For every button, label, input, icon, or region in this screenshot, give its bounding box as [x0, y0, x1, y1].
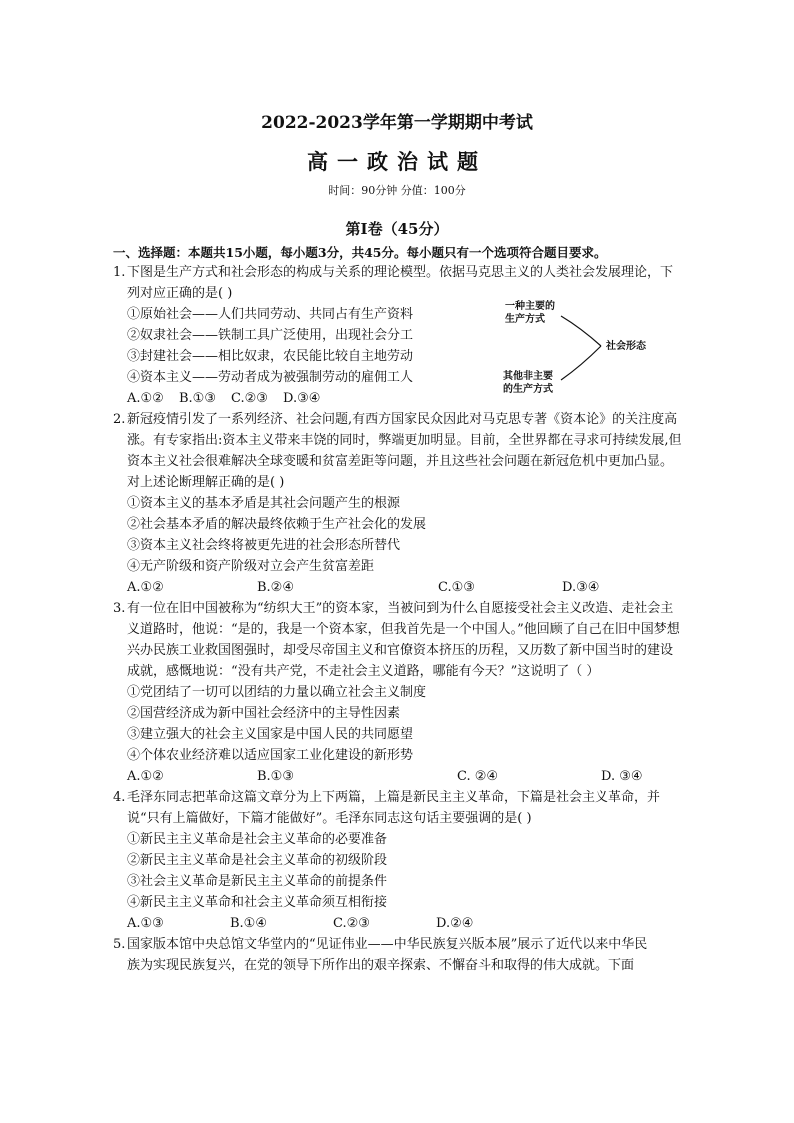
diagram-other-modes: 其他非主要 的生产方式	[503, 371, 553, 395]
choice-a: A.①③	[127, 916, 164, 931]
option-1: ①原始社会——人们共同劳动、共同占有生产资料	[127, 307, 414, 322]
option-1: ①资本主义的基本矛盾是其社会问题产生的根源	[127, 496, 401, 511]
choice-b: B.②④	[257, 580, 294, 595]
choice-b: B.①④	[230, 916, 267, 931]
option-4: ④资本主义——劳动者成为被强制劳动的雇佣工人	[127, 370, 414, 385]
question-number: 2.	[113, 412, 126, 427]
choice-c: C.②③	[333, 916, 370, 931]
option-2: ②新民主主义革命是社会主义革命的初级阶段	[127, 853, 388, 868]
question-number: 5.	[113, 937, 126, 952]
question-number: 3.	[113, 601, 126, 616]
option-3: ③资本主义社会终将被更先进的社会形态所替代	[127, 538, 401, 553]
choice-a: A.①②	[127, 391, 164, 406]
option-2: ②奴隶社会——铁制工具广泛使用，出现社会分工	[127, 328, 414, 343]
social-formation-diagram	[491, 296, 671, 396]
option-3: ③封建社会——相比奴隶，农民能比较自主地劳动	[127, 349, 414, 364]
question-stem	[113, 409, 685, 493]
question-stem	[113, 598, 685, 682]
question-1	[113, 262, 685, 409]
subject-title: 高一政治试题	[307, 149, 487, 174]
option-3: ③建立强大的社会主义国家是中国人民的共同愿望	[127, 727, 414, 742]
question-5	[113, 934, 685, 976]
answer-choices	[113, 766, 685, 787]
connector-other-modes	[561, 346, 601, 380]
choice-a: A.①②	[127, 580, 164, 595]
choice-c: C. ②④	[457, 769, 499, 784]
volume-title: 第Ⅰ卷（45分）	[345, 220, 449, 238]
option-2: ②社会基本矛盾的解决最终依赖于生产社会化的发展	[127, 517, 427, 532]
option-4: ④个体农业经济难以适应国家工业化建设的新形势	[127, 748, 414, 763]
option-3: ③社会主义革命是新民主主义革命的前提条件	[127, 874, 388, 889]
question-stem	[113, 934, 685, 955]
question-text-line-1: 国家版本馆中央总馆文华堂内的“见证伟业——中华民族复兴版本展”展示了近代以来中华民	[127, 937, 648, 952]
choice-c: C.①③	[438, 580, 475, 595]
answer-choices	[113, 577, 685, 598]
question-number: 1.	[113, 265, 126, 280]
option-list	[113, 304, 463, 388]
choice-d: D.②④	[436, 916, 474, 931]
choice-d: D.③④	[283, 391, 321, 406]
choice-d: D. ③④	[601, 769, 643, 784]
diagram-main-mode: 一种主要的 生产方式	[505, 301, 555, 325]
question-text-line-2: 族为实现民族复兴，在党的领导下所作出的艰辛探索、不懈奋斗和取得的伟大成就。下面	[127, 958, 635, 973]
question-3	[113, 598, 685, 787]
question-text: 新冠疫情引发了一系列经济、社会问题,有西方国家民众因此对马克思专著《资本论》的关注度高涨。有专家指出:资本主义带来丰饶的同时，弊端更加明显。目前，全世界都在寻求可持续发展,但资本主义社会很难解决全球变暖和贫富差距等问题，并且这些社会问题在新冠危机中更加凸显。对上述论断理解正确的是( )	[127, 412, 682, 490]
exam-title: 2022-2023学年第一学期期中考试	[261, 113, 533, 133]
option-4: ④新民主主义革命和社会主义革命须互相衔接	[127, 895, 388, 910]
question-text: 下图是生产方式和社会形态的构成与关系的理论模型。依据马克思主义的人类社会发展理论，下列对应正确的是( )	[127, 265, 674, 301]
question-text: 有一位在旧中国被称为“纺织大王”的资本家，当被问到为什么自愿接受社会主义改造、走社会主义道路时，他说：“是的，我是一个资本家，但我首先是一个中国人。”他回顾了自己在旧中国梦想兴办民族工业救国图强时，却受尽帝国主义和官僚资本挤压的历程，又历数了新中国当时的建设成就，感慨地说：“没有共产党，不走社会主义道路，哪能有今天？”这说明了（ ）	[127, 601, 680, 679]
diagram-social-formation: 社会形态	[606, 341, 646, 352]
option-1: ①党团结了一切可以团结的力量以确立社会主义制度	[127, 685, 427, 700]
choice-b: B.①③	[179, 391, 216, 406]
option-2: ②国营经济成为新中国社会经济中的主导性因素	[127, 706, 401, 721]
section-heading: 一、选择题：本题共15小题，每小题3分，共45分。每小题只有一个选项符合题目要求。	[113, 245, 607, 260]
question-number: 4.	[113, 790, 126, 805]
exam-meta: 时间：90分钟 分值：100分	[328, 184, 466, 197]
connector-main-mode	[561, 316, 601, 346]
choice-c: C.②③	[231, 391, 268, 406]
option-1: ①新民主主义革命是社会主义革命的必要准备	[127, 832, 388, 847]
question-list	[113, 262, 685, 976]
question-4	[113, 787, 685, 934]
answer-choices	[113, 913, 685, 934]
choice-b: B.①③	[257, 769, 294, 784]
choice-a: A.①②	[127, 769, 164, 784]
question-stem	[113, 787, 685, 829]
question-text: 毛泽东同志把革命这篇文章分为上下两篇，上篇是新民主主义革命，下篇是社会主义革命，并说“只有上篇做好，下篇才能做好”。毛泽东同志这句话主要强调的是( )	[127, 790, 661, 826]
option-4: ④无产阶级和资产阶级对立会产生贫富差距	[127, 559, 375, 574]
choice-d: D.③④	[562, 580, 600, 595]
question-2	[113, 409, 685, 598]
